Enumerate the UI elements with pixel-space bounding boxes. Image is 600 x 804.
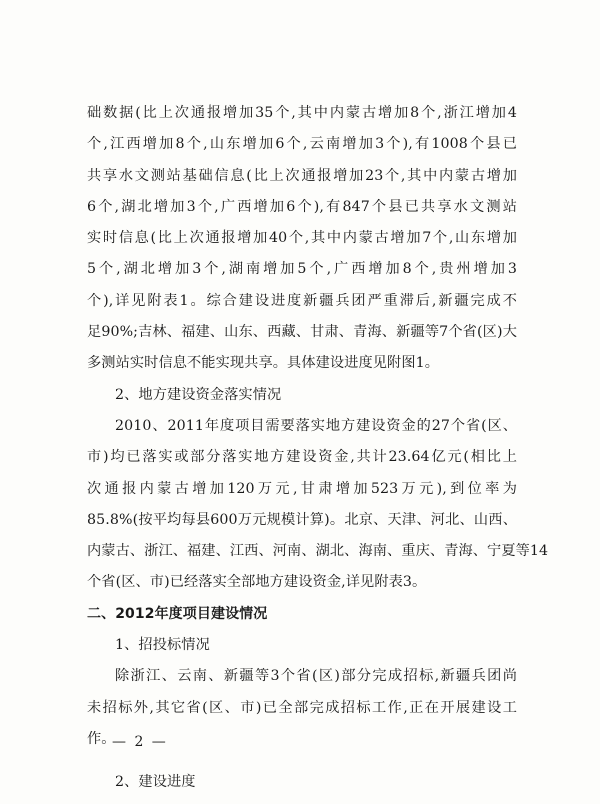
document-body [87,98,549,799]
text-line: 多测站实时信息不能实现共享。具体建设进度见附图1。 [87,355,440,372]
text-line: 除浙江、云南、新疆等3个省(区)部分完成招标,新疆兵团尚 [115,668,517,685]
subheading-local-funds: 2、地方建设资金落实情况 [115,386,282,403]
subheading-bidding: 1、招投标情况 [115,637,210,654]
section-heading-2012: 二、2012年度项目建设情况 [87,605,268,622]
page-number: — 2 — [112,734,168,750]
text-line: 2010、2011年度项目需要落实地方建设资金的27个省(区、 [115,417,517,434]
subheading-progress: 2、建设进度 [115,774,196,791]
spacer [87,755,517,767]
text-line: 作。 [87,730,116,747]
text-line: 市)均已落实或部分落实地方建设资金,共计23.64亿元(相比上 [87,449,517,466]
text-line: 85.8%(按平均每县600万元规模计算)。北京、天津、河北、山西、 [87,511,517,528]
text-line: 实时信息(比上次通报增加40个,其中内蒙古增加7个,山东增加 [87,230,517,247]
paragraph-local-funds [87,411,549,599]
text-line: 未招标外,其它省(区、市)已全部完成招标工作,正在开展建设工 [87,699,517,716]
paragraph-shared-data [87,98,517,380]
text-line: 次通报内蒙古增加120万元,甘肃增加523万元),到位率为 [87,480,517,497]
text-line: 个省(区、市)已经落实全部地方建设资金,详见附表3。 [87,574,427,591]
text-line: 础数据(比上次通报增加35个,其中内蒙古增加8个,浙江增加4 [87,105,517,121]
text-line: 个),详见附表1。综合建设进度新疆兵团严重滞后,新疆完成不 [87,292,517,309]
text-line: 内蒙古、浙江、福建、江西、河南、湖北、海南、重庆、青海、宁夏等14 [87,543,549,560]
text-line: 6个,湖北增加3个,广西增加6个),有847个县已共享水文测站 [87,198,517,215]
text-line: 个,江西增加8个,山东增加6个,云南增加3个),有1008个县已 [87,136,517,153]
text-line: 共享水文测站基础信息(比上次通报增加23个,其中内蒙古增加 [87,167,517,184]
text-line: 5个,湖北增加3个,湖南增加5个,广西增加8个,贵州增加3 [87,261,517,278]
text-line: 足90%;吉林、福建、山东、西藏、甘肃、青海、新疆等7个省(区)大 [87,324,517,341]
